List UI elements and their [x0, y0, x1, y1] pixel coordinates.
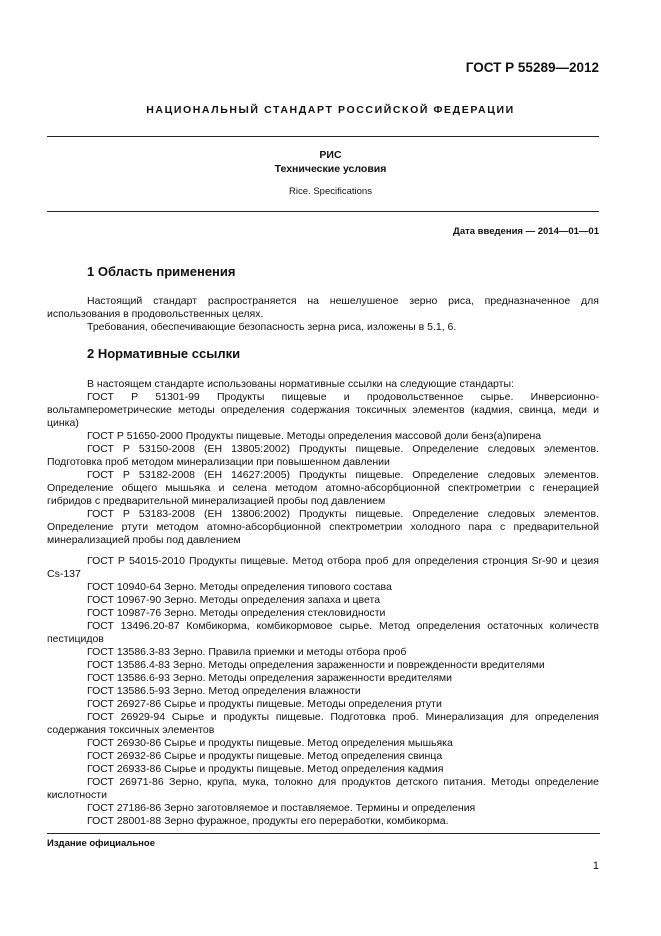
ref-item: ГОСТ Р 53182-2008 (ЕН 14627:2005) Продукты пищевые. Определение следовых элементов. Определение общего мышьяка и селена методом атомно-абсорбционной спектрометрии с генерацией гибридов с предварительной минерализацией пробы под давлением — [47, 469, 599, 507]
section-heading-scope: 1 Область применения — [87, 264, 236, 279]
scope-paragraph-2: Требования, обеспечивающие безопасность зерна риса, изложены в 5.1, 6. — [87, 321, 457, 333]
ref-item: ГОСТ 26927-86 Сырье и продукты пищевые. Методы определения ртути — [87, 698, 442, 710]
ref-item: ГОСТ 26930-86 Сырье и продукты пищевые. Метод определения мышьяка — [87, 737, 453, 749]
refs-block-2 — [47, 555, 599, 828]
ref-item: ГОСТ Р 51301-99 Продукты пищевые и продовольственное сырье. Инверсионно-вольтамперометрические методы определения содержания токсичных элементов (кадмия, свинца, меди и цинка) — [47, 391, 599, 429]
ref-item: ГОСТ 13586.6-93 Зерно. Методы определения зараженности вредителями — [87, 672, 453, 684]
standard-subtitle: Технические условия — [274, 163, 387, 175]
refs-block-1 — [47, 378, 599, 547]
ref-item: ГОСТ 13586.5-93 Зерно. Метод определения влажности — [87, 685, 361, 697]
ref-item: ГОСТ 10967-90 Зерно. Методы определения запаха и цвета — [87, 594, 381, 606]
ref-item: ГОСТ Р 53150-2008 (ЕН 13805:2002) Продукты пищевые. Определение следовых элементов. Подготовка проб методом минерализации при повышенном давлении — [47, 443, 599, 468]
standard-title: РИС — [319, 149, 342, 161]
ref-item: ГОСТ 13586.3-83 Зерно. Правила приемки и методы отбора проб — [87, 646, 407, 658]
ref-item: ГОСТ 26932-86 Сырье и продукты пищевые. Метод определения свинца — [87, 750, 443, 762]
ref-item: ГОСТ 26933-86 Сырье и продукты пищевые. Метод определения кадмия — [87, 763, 444, 775]
page-number: 1 — [592, 860, 599, 872]
ref-item: ГОСТ 26929-94 Сырье и продукты пищевые. Подготовка проб. Минерализация для определения содержания токсичных элементов — [47, 711, 599, 736]
refs-intro: В настоящем стандарте использованы нормативные ссылки на следующие стандарты: — [87, 378, 514, 390]
ref-item: ГОСТ Р 51650-2000 Продукты пищевые. Методы определения массовой доли бенз(а)пирена — [87, 430, 542, 442]
ref-item: ГОСТ 27186-86 Зерно заготовляемое и поставляемое. Термины и определения — [87, 802, 476, 814]
ref-item: ГОСТ 26971-86 Зерно, крупа, мука, толокно для продуктов детского питания. Методы определение кислотности — [47, 776, 599, 801]
title-divider — [47, 211, 599, 212]
section-heading-normative-refs: 2 Нормативные ссылки — [87, 346, 241, 361]
scope-paragraph-1: Настоящий стандарт распространяется на нешелушеное зерно риса, предназначенное для использования в продовольственных целях. — [47, 295, 599, 320]
ref-item: ГОСТ 10940-64 Зерно. Методы определения типового состава — [87, 581, 392, 593]
introduction-date: Дата введения — 2014—01—01 — [453, 226, 599, 237]
standard-title-english: Rice. Specifications — [289, 186, 372, 197]
national-standard-title: НАЦИОНАЛЬНЫЙ СТАНДАРТ РОССИЙСКОЙ ФЕДЕРАЦИИ — [146, 104, 515, 116]
ref-item: ГОСТ 13496.20-87 Комбикорма, комбикормовое сырье. Метод определения остаточных количеств пестицидов — [47, 620, 599, 645]
ref-item: ГОСТ Р 53183-2008 (ЕН 13806:2002) Продукты пищевые. Определение следовых элементов. Определение ртути методом атомно-абсорбционной спектрометрии холодного пара с предварительной минерализацией пробы под давлением — [47, 508, 599, 546]
ref-item: ГОСТ 10987-76 Зерно. Методы определения стекловидности — [87, 607, 386, 619]
scope-body — [47, 295, 599, 334]
ref-item: ГОСТ Р 54015-2010 Продукты пищевые. Метод отбора проб для определения стронция Sr-90 и цезия Cs-137 — [47, 555, 599, 580]
ref-item: ГОСТ 13586.4-83 Зерно. Методы определения зараженности и поврежденности вредителями — [87, 659, 545, 671]
ref-item: ГОСТ 28001-88 Зерно фуражное, продукты его переработки, комбикорма. — [87, 815, 449, 827]
official-edition-label: Издание официальное — [47, 838, 155, 849]
header-divider — [47, 136, 599, 137]
document-code: ГОСТ Р 55289—2012 — [465, 60, 599, 75]
footer-divider — [47, 833, 600, 834]
